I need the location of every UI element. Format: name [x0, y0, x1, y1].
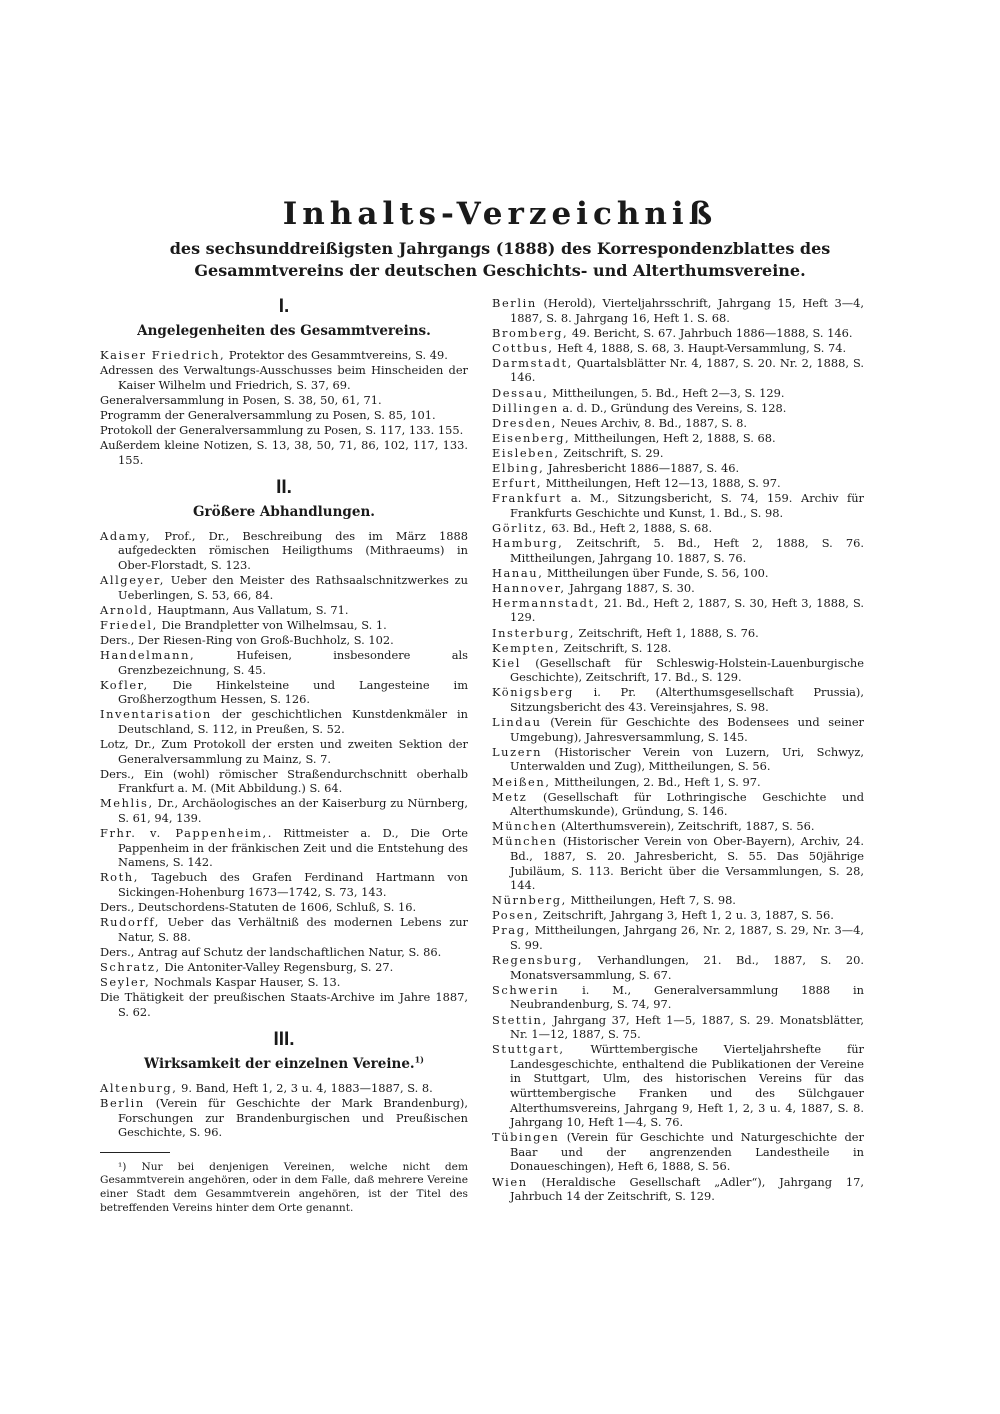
index-entry — [100, 990, 468, 1019]
entry-head: Insterburg, — [492, 625, 576, 640]
left-column — [100, 296, 468, 1215]
entry-text: Dr., Archäologisches an der Kaiserburg zu Nürnberg, S. 61, 94, 139. — [118, 796, 468, 826]
entry-text: (Verein für Geschichte des Bodensees und seiner Umgebung), Jahresversammlung, S. 145. — [510, 715, 864, 744]
index-entry — [492, 908, 864, 923]
entry-text: Zeitschrift, Jahrgang 3, Heft 1, 2 u. 3, 1887, S. 56. — [539, 908, 834, 923]
index-entry — [492, 790, 864, 819]
entry-text: (Herold), Vierteljahrsschrift, Jahrgang 15, Heft 3—4, 1887, S. 8. Jahrgang 16, Heft 1. S. 68. — [510, 296, 864, 325]
entry-head: Handelmann, — [100, 648, 196, 662]
index-entry — [492, 326, 864, 341]
index-entry — [100, 438, 468, 467]
index-entry — [492, 1175, 864, 1204]
index-entry — [492, 386, 864, 401]
entry-head: Altenburg, — [100, 1080, 178, 1095]
index-entry — [492, 476, 864, 491]
entry-text: Adressen des Verwaltungs-Ausschusses beim Hinscheiden der Kaiser Wilhelm und Friedrich, S. 37, 69. — [100, 363, 468, 392]
entry-head: Bromberg, — [492, 325, 569, 340]
entry-head: Elbing, — [492, 461, 545, 476]
entry-head: Adamy, — [100, 528, 152, 543]
entry-head: Frhr. v. Pappenheim, — [100, 826, 268, 841]
index-entry — [492, 521, 864, 536]
index-entry — [100, 796, 468, 825]
entry-text: Zeitschrift, Heft 1, 1888, S. 76. — [575, 625, 759, 640]
index-entry — [492, 834, 864, 892]
entry-text: Mittheilungen, Heft 12—13, 1888, S. 97. — [542, 476, 781, 491]
entry-head: Inventarisation — [100, 707, 212, 722]
index-entry — [492, 566, 864, 581]
entry-text: Protektor des Gesammtvereins, S. 49. — [225, 348, 448, 362]
entry-text: 63. Bd., Heft 2, 1888, S. 68. — [547, 520, 713, 535]
index-entry — [100, 870, 468, 899]
index-entry — [492, 296, 864, 325]
index-entry — [492, 953, 864, 982]
entry-text: der geschichtlichen Kunstdenkmäler in Deutschland, S. 112, in Preußen, S. 52. — [118, 707, 468, 736]
entry-head: Allgeyer, — [100, 573, 165, 588]
entry-head: Roth, — [100, 870, 139, 885]
footnote-marker: 1) — [414, 1054, 424, 1065]
entry-text: Die Antoniter-Valley Regensburg, S. 27. — [160, 959, 394, 974]
index-entry — [100, 573, 468, 602]
footnote-rule — [100, 1152, 170, 1153]
entry-head: Lindau — [492, 715, 542, 730]
section-numeral: III. — [273, 1028, 295, 1050]
index-entry — [100, 975, 468, 990]
entry-head: Luzern — [492, 744, 543, 759]
index-entry — [492, 745, 864, 774]
index-entry — [492, 461, 864, 476]
entry-head: Arnold, — [100, 602, 154, 617]
entry-head: Mehlis, — [100, 796, 154, 811]
index-entry — [492, 775, 864, 790]
index-entry — [492, 1130, 864, 1174]
entry-text: Hufeisen, insbesondere als Grenzbezeichnung, S. 45. — [118, 648, 468, 677]
index-entry — [100, 363, 468, 392]
entry-text: Hauptmann, Aus Vallatum, S. 71. — [153, 602, 349, 617]
entry-text: Verhandlungen, 21. Bd., 1887, S. 20. Monatsversammlung, S. 67. — [510, 953, 864, 982]
entry-text: Protokoll der Generalversammlung zu Posen, S. 117, 133. 155. — [100, 422, 464, 437]
entry-head: Königsberg — [492, 685, 574, 700]
index-entry — [492, 715, 864, 744]
entry-text: (Alterthumsverein), Zeitschrift, 1887, S. 56. — [557, 819, 815, 834]
index-entry — [100, 900, 468, 915]
entry-text: Die Hinkelsteine und Langesteine im Großherzogthum Hessen, S. 126. — [118, 677, 468, 707]
entry-head: Dresden, — [492, 415, 557, 430]
entry-text: Mittheilungen, Heft 7, S. 98. — [566, 893, 736, 908]
entry-head: Dessau, — [492, 385, 549, 400]
entry-head: Kiel — [492, 655, 521, 670]
section-entries — [100, 529, 468, 1020]
index-entry — [100, 529, 468, 573]
section-numeral: I. — [278, 296, 290, 317]
entry-text: Mittheilungen, Heft 2, 1888, S. 68. — [570, 430, 776, 445]
entry-head: München — [492, 834, 558, 849]
index-entry — [492, 983, 864, 1012]
section-entries — [100, 1081, 468, 1140]
entry-head: Tübingen — [492, 1130, 560, 1145]
index-entry — [100, 737, 468, 766]
section-heading: Größere Abhandlungen. — [193, 503, 375, 520]
entry-text: Nochmals Kaspar Hauser, S. 13. — [150, 975, 341, 990]
index-entry — [100, 618, 468, 633]
entry-text: Lotz, Dr., Zum Protokoll der ersten und zweiten Sektion der Generalversammlung zu Mainz, S. 7. — [100, 737, 468, 766]
entry-text: Außerdem kleine Notizen, S. 13, 38, 50, 71, 86, 102, 117, 133. 155. — [100, 438, 468, 467]
index-entry — [492, 446, 864, 461]
entry-head: Berlin — [100, 1095, 145, 1110]
index-entry — [492, 536, 864, 565]
section-entries — [492, 296, 864, 1204]
index-entry — [100, 678, 468, 707]
entry-text: Quartalsblätter Nr. 4, 1887, S. 20. Nr. 2, 1888, S. 146. — [510, 355, 864, 385]
index-entry — [100, 423, 468, 438]
entry-head: Hannover, — [492, 580, 566, 595]
entry-head: Wien — [492, 1174, 528, 1189]
entry-head: Meißen, — [492, 774, 551, 789]
entry-text: . Rittmeister a. D., Die Orte Pappenheim in der fränkischen Zeit und die Entstehung des Namens, S. 142. — [118, 826, 469, 870]
entry-text: Jahrgang 37, Heft 1—5, 1887, S. 29. Monatsblätter, Nr. 1—12, 1887, S. 75. — [510, 1012, 864, 1042]
entry-head: Stettin, — [492, 1012, 548, 1027]
index-entry — [492, 656, 864, 685]
entry-head: Dillingen — [492, 400, 559, 415]
entry-text: Ueber den Meister des Rathsaalschnitzwerkes zu Ueberlingen, S. 53, 66, 84. — [118, 573, 468, 602]
entry-text: 49. Bericht, S. 67. Jahrbuch 1886—1888, S. 146. — [568, 325, 853, 340]
entry-head: Cottbus, — [492, 340, 554, 355]
index-entry — [100, 1096, 468, 1140]
index-entry — [100, 348, 468, 363]
entry-text: Zeitschrift, S. 29. — [559, 445, 664, 460]
entry-text: Ders., Deutschordens-Statuten de 1606, Schluß, S. 16. — [100, 900, 417, 915]
entry-text: Ders., Ein (wohl) römischer Straßendurchschnitt oberhalb Frankfurt a. M. (Mit Abbildung.) S. 64. — [100, 766, 468, 796]
index-entry — [100, 960, 468, 975]
entry-head: Görlitz, — [492, 520, 548, 535]
entry-text: (Historischer Verein von Luzern, Uri, Schwyz, Unterwalden und Zug), Mittheilungen, S. 56. — [510, 744, 864, 774]
section-entries — [100, 348, 468, 467]
entry-head: Prag, — [492, 923, 531, 938]
entry-head: Hermannstadt, — [492, 595, 600, 610]
entry-text: Zeitschrift, 5. Bd., Heft 2, 1888, S. 76. Mittheilungen, Jahrgang 10. 1887, S. 76. — [510, 536, 864, 565]
index-entry — [100, 767, 468, 796]
index-entry — [100, 648, 468, 677]
index-entry — [492, 416, 864, 431]
entry-text: i. M., Generalversammlung 1888 in Neubrandenburg, S. 74, 97. — [510, 982, 864, 1012]
entry-head: Frankfurt — [492, 491, 563, 506]
entry-text: Mittheilungen, 2. Bd., Heft 1, S. 97. — [550, 774, 761, 789]
entry-head: Friedel, — [100, 617, 158, 632]
entry-text: 21. Bd., Heft 2, 1887, S. 30, Heft 3, 1888, S. 129. — [510, 595, 864, 625]
index-entry — [100, 945, 468, 960]
entry-head: Kofler, — [100, 677, 149, 692]
entry-head: Eisleben, — [492, 445, 560, 460]
section-heading — [100, 1055, 468, 1073]
index-entry — [492, 356, 864, 385]
entry-text: a. d. D., Gründung des Vereins, S. 128. — [558, 400, 787, 415]
entry-text: Ders., Antrag auf Schutz der landschaftlichen Natur, S. 86. — [100, 944, 442, 959]
entry-text: (Gesellschaft für Schleswig-Holstein-Lauenburgische Geschichte), Zeitschrift, 17. Bd., S. 129. — [510, 655, 864, 685]
index-entry — [492, 491, 864, 520]
entry-head: Schratz, — [100, 959, 161, 974]
entry-head: Hanau, — [492, 565, 544, 580]
index-entry — [492, 581, 864, 596]
index-entry — [100, 633, 468, 648]
entry-text: (Heraldische Gesellschaft „Adler“), Jahrgang 17, Jahrbuch 14 der Zeitschrift, S. 129. — [510, 1174, 864, 1204]
entry-head: Stuttgart, — [492, 1042, 565, 1057]
entry-head: Seyler, — [100, 975, 151, 990]
entry-head: Hamburg, — [492, 536, 564, 550]
index-entry — [492, 626, 864, 641]
entry-text: Mittheilungen über Funde, S. 56, 100. — [543, 565, 769, 580]
index-entry — [100, 915, 468, 944]
entry-head: Darmstadt, — [492, 355, 573, 370]
entry-head: München — [492, 819, 558, 834]
section-heading-text: Wirksamkeit der einzelnen Vereine. — [144, 1055, 415, 1072]
index-entry — [492, 341, 864, 356]
entry-text: Zeitschrift, S. 128. — [560, 640, 672, 655]
entry-head: Kaiser Friedrich, — [100, 348, 226, 362]
entry-text: 9. Band, Heft 1, 2, 3 u. 4, 1883—1887, S. 8. — [177, 1080, 433, 1095]
entry-text: Ueber das Verhältniß des modernen Lebens zur Natur, S. 88. — [118, 915, 468, 944]
entry-text: (Historischer Verein von Ober-Bayern), Archiv, 24. Bd., 1887, S. 20. Jahresbericht, S. 55. Das 50jährige Jubiläum, S. 113. Bericht über die Versammlungen, S. 28, 144. — [510, 834, 864, 893]
entry-text: Prof., Dr., Beschreibung des im März 1888 aufgedeckten römischen Heiligthums (Mithraeums) in Ober-Florstadt, S. 123. — [118, 528, 468, 572]
entry-text: Württembergische Vierteljahrshefte für Landesgeschichte, enthaltend die Publikationen der Vereine in Stuttgart, Ulm, des historischen Vereins für das württembergische Franken und des Sülchgauer Alterthumsvereins, Jahrgang 9, Heft 1, 2, 3 u. 4, 1887, S. 8. Jahrgang 10, Heft 1—4, S. 76. — [510, 1042, 864, 1130]
index-entry — [492, 641, 864, 656]
entry-text: (Gesellschaft für Lothringische Geschichte und Alterthumskunde), Gründung, S. 146. — [510, 789, 864, 819]
index-entry — [492, 819, 864, 834]
entry-text: Ders., Der Riesen-Ring von Groß-Buchholz, S. 102. — [100, 632, 394, 647]
entry-text: Heft 4, 1888, S. 68, 3. Haupt-Versammlung, S. 74. — [553, 340, 847, 355]
entry-text: Tagebuch des Grafen Ferdinand Hartmann von Sickingen-Hohenburg 1673—1742, S. 73, 143. — [118, 870, 468, 899]
index-entry — [492, 1013, 864, 1042]
index-entry — [100, 603, 468, 618]
entry-text: Generalversammlung in Posen, S. 38, 50, 61, 71. — [100, 392, 382, 407]
entry-text: (Verein für Geschichte und Naturgeschichte der Baar und der angrenzenden Landestheile in Donaueschingen), Heft 6, 1888, S. 56. — [510, 1130, 864, 1174]
section-numeral: II. — [276, 476, 292, 498]
right-column — [492, 296, 864, 1204]
entry-head: Regensburg, — [492, 953, 584, 968]
entry-head: Nürnberg, — [492, 893, 567, 908]
entry-text: Die Brandpletter von Wilhelmsau, S. 1. — [157, 617, 387, 632]
footnote: ¹) Nur bei denjenigen Vereinen, welche nicht dem Gesammtverein angehören, oder in dem Falle, daß mehrere Vereine einer Stadt dem Gesammtverein angehören, ist der Titel des betreffenden Vereins hinter dem Orte genannt. — [100, 1160, 468, 1214]
page-title: Inhalts-Verzeichniß — [282, 196, 718, 232]
entry-head: Metz — [492, 789, 528, 804]
entry-text: i. Pr. (Alterthumsgesellschaft Prussia), Sitzungsbericht des 43. Vereinsjahres, S. 98. — [510, 685, 864, 715]
index-entry — [492, 1042, 864, 1130]
index-entry — [492, 401, 864, 416]
index-entry — [100, 408, 468, 423]
entry-head: Posen, — [492, 908, 540, 923]
index-entry — [100, 826, 468, 870]
entry-head: Erfurt, — [492, 476, 543, 491]
entry-head: Rudorff, — [100, 915, 160, 930]
entry-text: Jahrgang 1887, S. 30. — [565, 580, 695, 595]
index-entry — [100, 393, 468, 408]
entry-head: Schwerin — [492, 982, 560, 997]
index-entry — [492, 893, 864, 908]
entry-text: Mittheilungen, Jahrgang 26, Nr. 2, 1887, S. 29, Nr. 3—4, S. 99. — [510, 923, 864, 953]
entry-text: Mittheilungen, 5. Bd., Heft 2—3, S. 129. — [548, 385, 785, 400]
entry-text: (Verein für Geschichte der Mark Brandenburg), Forschungen zur Brandenburgischen und Preußischen Geschichte, S. 96. — [118, 1095, 468, 1140]
section-heading: Angelegenheiten des Gesammtvereins. — [137, 323, 431, 339]
page-subtitle: des sechsunddreißigsten Jahrgangs (1888) des Korrespondenzblattes des Gesammtvereins der deutschen Geschichts- und Alterthumsvereine. — [169, 239, 831, 280]
entry-head: Kempten, — [492, 640, 561, 655]
entry-text: Die Thätigkeit der preußischen Staats-Archive im Jahre 1887, S. 62. — [100, 990, 468, 1019]
index-entry — [100, 707, 468, 736]
entry-text: Programm der Generalversammlung zu Posen, S. 85, 101. — [100, 407, 436, 422]
entry-head: Berlin — [492, 296, 537, 310]
index-entry — [492, 596, 864, 625]
entry-text: Jahresbericht 1886—1887, S. 46. — [544, 461, 740, 476]
entry-text: a. M., Sitzungsbericht, S. 74, 159. Archiv für Frankfurts Geschichte und Kunst, 1. Bd., S. 98. — [510, 491, 864, 520]
index-entry — [100, 1081, 468, 1096]
index-entry — [492, 431, 864, 446]
entry-text: Neues Archiv, 8. Bd., 1887, S. 8. — [556, 415, 747, 430]
index-entry — [492, 685, 864, 714]
entry-head: Eisenberg, — [492, 430, 571, 445]
index-entry — [492, 923, 864, 952]
